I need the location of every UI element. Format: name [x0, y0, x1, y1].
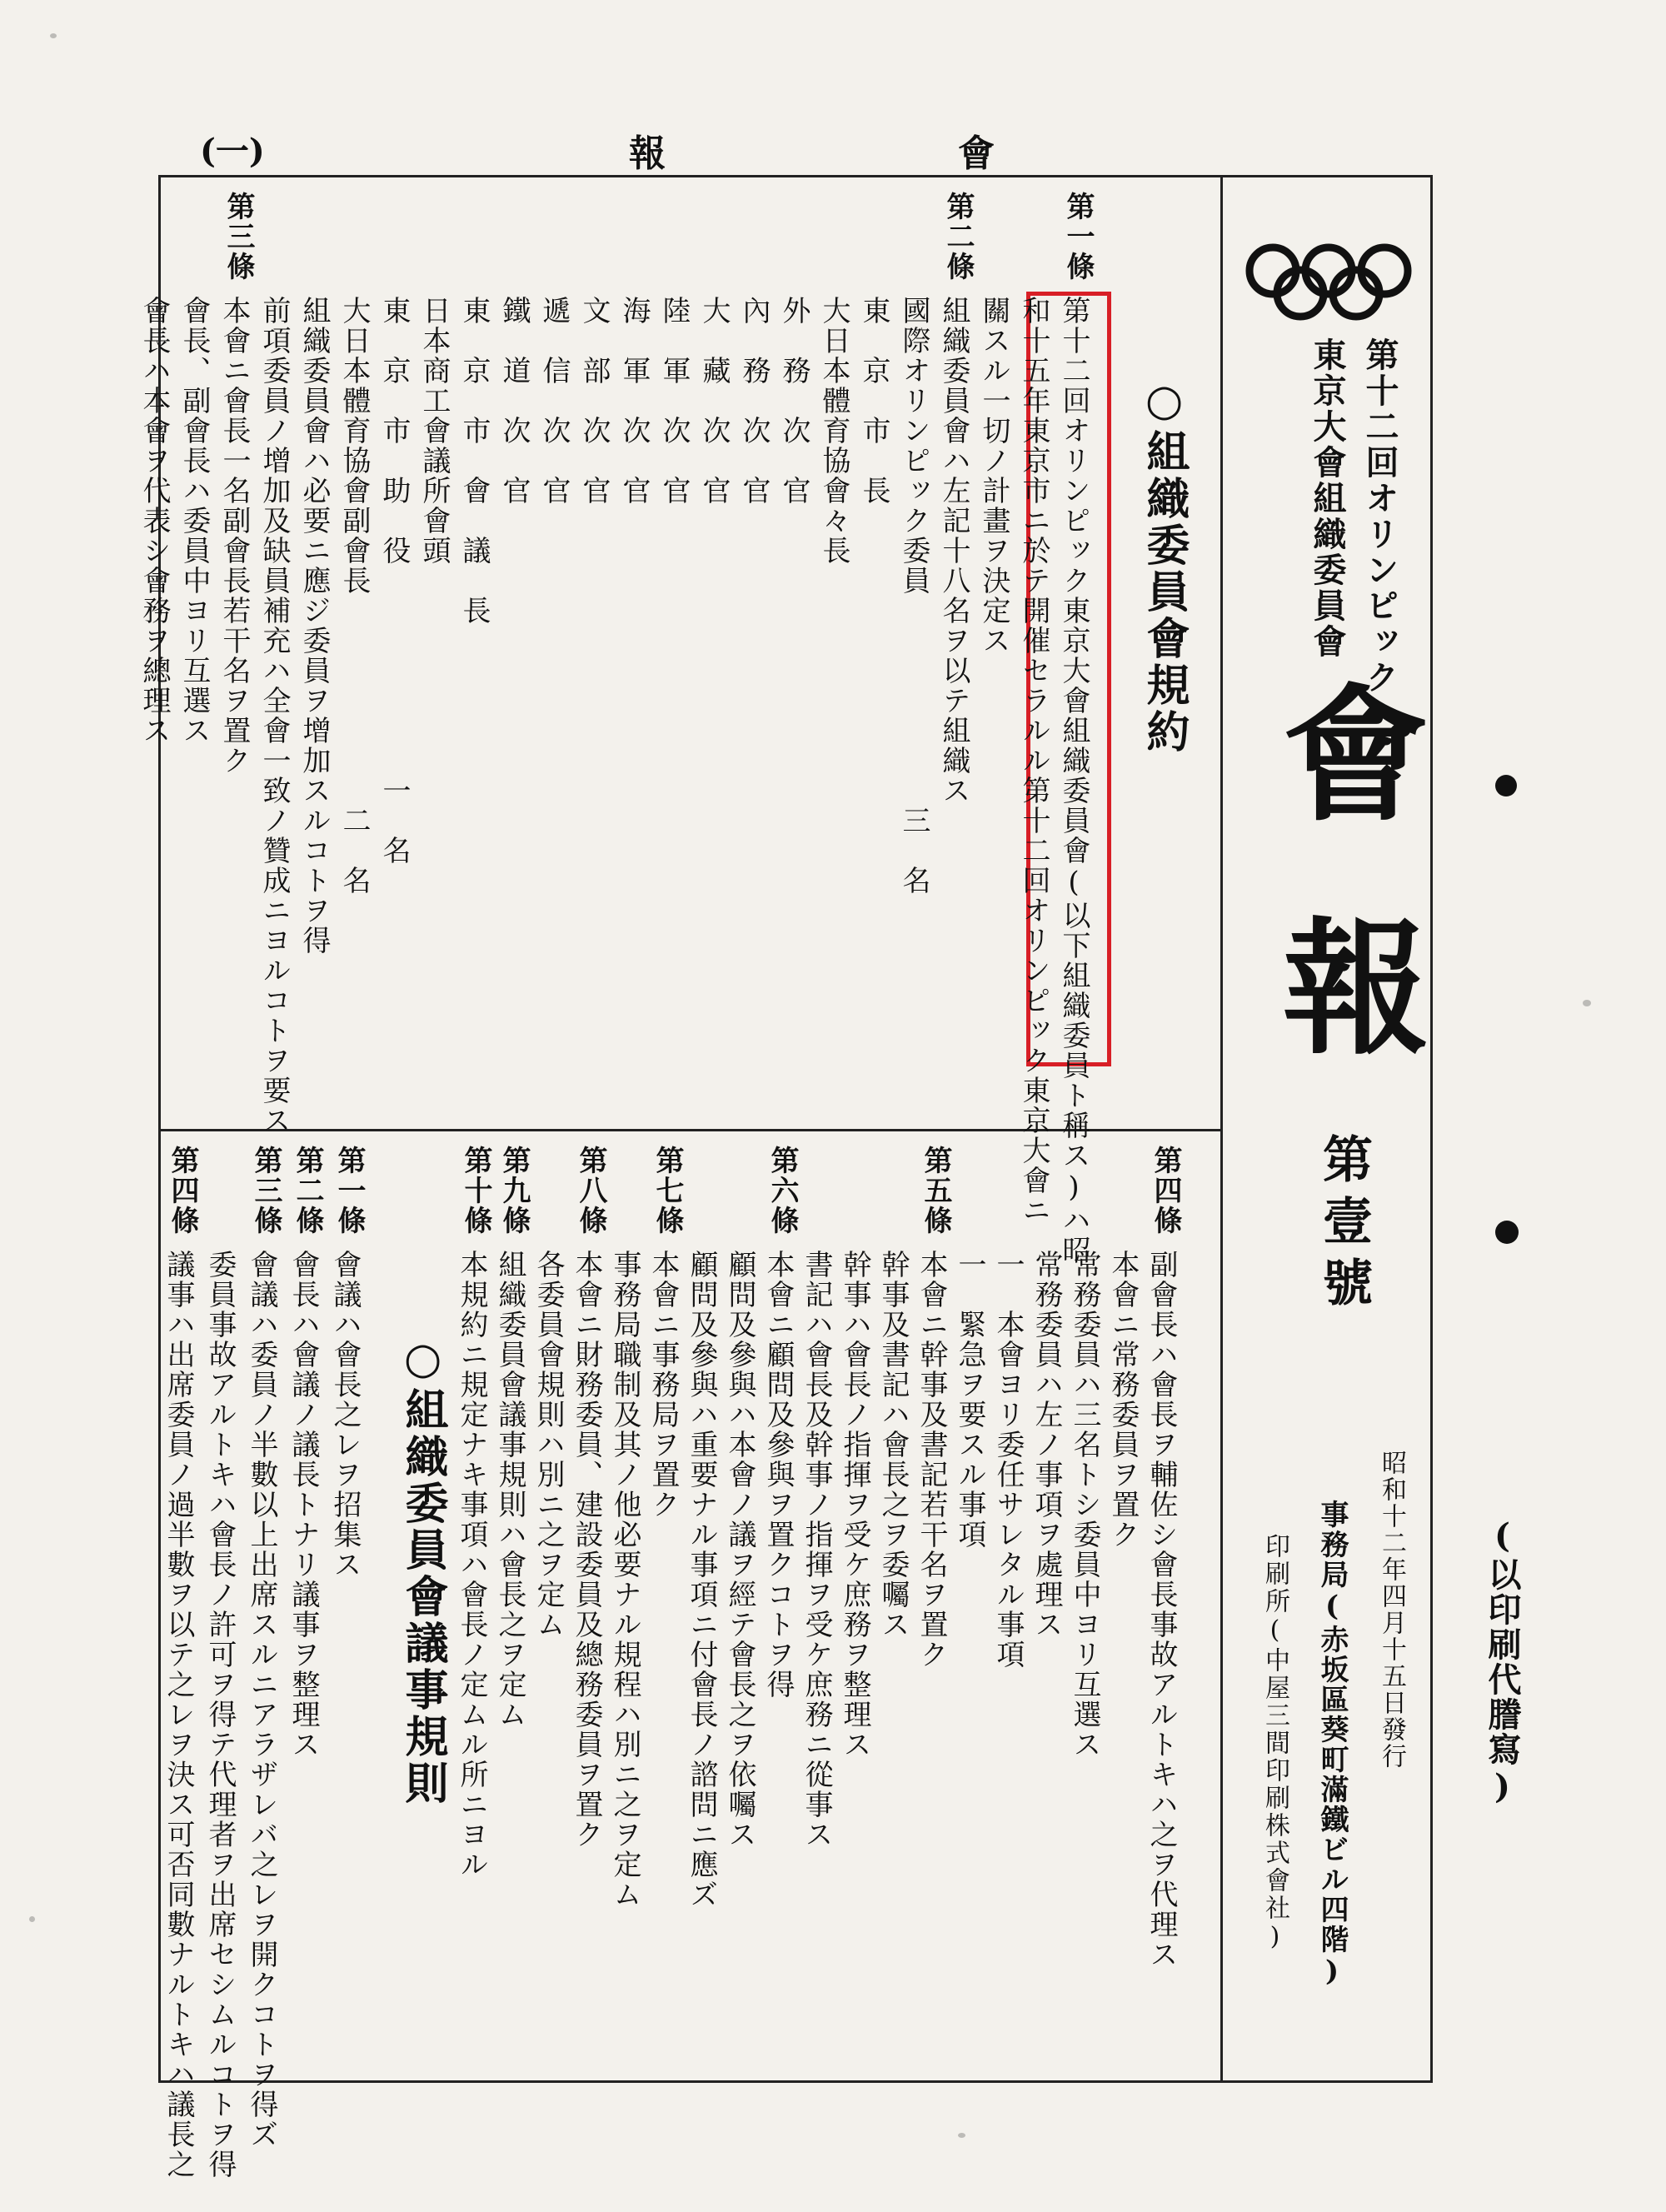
- article-label: 第三條: [222, 192, 255, 282]
- article-text: 大日本體育協會々長: [817, 296, 850, 566]
- article-text: 本會ニ幹事及書記若干名ヲ置ク: [915, 1250, 948, 1670]
- article-text: 顧問及參與ハ重要ナル事項ニ付會長ノ諮問ニ應ズ: [685, 1250, 718, 1910]
- text-column: [761, 1146, 803, 1700]
- article-text: 東 京 市 長: [857, 296, 890, 506]
- text-column: [937, 192, 979, 806]
- article-label: 第二條: [941, 192, 975, 282]
- article-text: 組織委員會ハ左記十八名ヲ以テ組織ス: [937, 296, 970, 806]
- office-address: 事務局(赤坂區葵町滿鐵ビル四階): [1315, 1500, 1349, 1990]
- article-text: 事務局職制及其ノ他必要ナル規程ハ別ニ之ヲ定ム: [608, 1250, 641, 1910]
- article-text: 國際オリンピック委員 三 名: [897, 296, 930, 896]
- article-text: 本會ニ會長一名副會長若干名ヲ置ク: [217, 296, 251, 776]
- article-text: 會議ハ委員ノ半數以上出席スルニアラザレバ之レヲ開クコトヲ得ズ: [245, 1250, 278, 2150]
- margin-dot: [1495, 775, 1517, 796]
- text-column: [915, 1146, 956, 1670]
- running-head-char: 會: [958, 132, 995, 175]
- article-label: 第二條: [291, 1146, 324, 1236]
- article-text: 副會長ハ會長ヲ輔佐シ會長事故アルトキハ之ヲ代理ス: [1145, 1250, 1178, 1970]
- article-text: 遞 信 次 官: [537, 296, 571, 506]
- text-column: [287, 1146, 328, 1760]
- article-label: 第八條: [574, 1146, 607, 1236]
- scan-speck: [50, 33, 57, 38]
- article-text: 東 京 市 助 役 一 名: [377, 296, 411, 866]
- article-text: 會長ハ會議ノ議長トナリ議事ヲ整理ス: [287, 1250, 320, 1760]
- article-text: 外 務 次 官: [777, 296, 811, 506]
- scan-speck: [29, 1916, 35, 1922]
- org-line-2: 東京大會組織委員會: [1308, 337, 1347, 660]
- margin-dot: [1495, 1221, 1519, 1244]
- article-label: 第四條: [1149, 1146, 1182, 1236]
- statute-title: ○組織委員會規約: [1139, 375, 1190, 756]
- article-text: 大日本體育協會副會長 二 名: [337, 296, 371, 896]
- article-text: 本會ニ財務委員、建設委員及總務委員ヲ置ク: [570, 1250, 603, 1850]
- article-text: 會長、副會長ハ委員中ヨリ互選ス: [177, 296, 211, 746]
- article-text: 會議ハ會長之レヲ招集ス: [328, 1250, 362, 1580]
- article-text: 日本商工會議所會頭: [417, 296, 451, 566]
- text-column: [1145, 1146, 1186, 1970]
- article-text: 和十五年東京市ニ於テ開催セラルル第十二回オリンピック東京大會ニ: [1017, 296, 1050, 1226]
- printer: 印刷所(中屋三間印刷株式會社): [1260, 1533, 1289, 1954]
- article-text: 組織委員會議事規則ハ會長之ヲ定ム: [493, 1250, 526, 1730]
- article-label: 第七條: [651, 1146, 684, 1236]
- page-number: (一): [200, 132, 265, 171]
- scan-speck: [1583, 1000, 1591, 1006]
- article-text: 常務委員ハ三名トシ委員中ヨリ互選ス: [1068, 1250, 1101, 1760]
- article-text: 第十二回オリンピック東京大會組織委員會(以下組織委員ト稱ス)ハ昭: [1057, 296, 1090, 1266]
- masthead-title-char-2: 報: [1283, 904, 1429, 1075]
- article-text: 陸 軍 次 官: [657, 296, 691, 506]
- article-text: 一 緊急ヲ要スル事項: [953, 1250, 986, 1550]
- article-label: 第一條: [1061, 192, 1095, 282]
- article-text: 大 藏 次 官: [697, 296, 731, 506]
- article-text: 本會ニ顧問及參與ヲ置クコトヲ得: [761, 1250, 795, 1700]
- text-column: [570, 1146, 611, 1850]
- scan-speck: [958, 2133, 965, 2138]
- article-text: 常務委員ハ左ノ事項ヲ處理ス: [1030, 1250, 1063, 1640]
- text-column: [455, 1146, 496, 1880]
- article-text: 東 京 市 會 議 長: [457, 296, 491, 626]
- text-column: [1057, 192, 1099, 1266]
- running-head-char: 報: [629, 132, 666, 175]
- article-label: 第三條: [249, 1146, 282, 1236]
- article-text: 本規約ニ規定ナキ事項ハ會長ノ定ムル所ニヨル: [455, 1250, 488, 1880]
- article-text: 一 本會ヨリ委任サレタル事項: [991, 1250, 1025, 1670]
- article-label: 第六條: [766, 1146, 799, 1236]
- text-column: [328, 1146, 370, 1580]
- article-text: 關スル一切ノ計畫ヲ決定ス: [977, 296, 1010, 656]
- article-label: 第五條: [919, 1146, 952, 1236]
- article-text: 組織委員會ハ必要ニ應ジ委員ヲ增加スルコトヲ得: [297, 296, 331, 956]
- rules-title: ○組織委員會議事規則: [397, 1333, 448, 1807]
- article-text: 鐵 道 次 官: [497, 296, 531, 506]
- article-text: 海 軍 次 官: [617, 296, 651, 506]
- article-text: 前項委員ノ增加及缺員補充ハ全會一致ノ贊成ニヨルコトヲ要ス: [257, 296, 291, 1136]
- text-column: [245, 1146, 287, 2150]
- printing-note: (以印刷代謄寫): [1483, 1516, 1522, 1808]
- article-text: 委員事故アルトキハ會長ノ許可ヲ得テ代理者ヲ出席セシムルコトヲ得: [203, 1250, 237, 2180]
- article-text: 本會ニ事務局ヲ置ク: [646, 1250, 680, 1520]
- article-text: 幹事ハ會長ノ指揮ヲ受ケ庶務ヲ整理ス: [838, 1250, 871, 1760]
- article-text: 各委員會規則ハ別ニ之ヲ定ム: [531, 1250, 565, 1640]
- article-text: 文 部 次 官: [577, 296, 611, 506]
- text-column: [162, 1146, 203, 2180]
- article-label: 第四條: [166, 1146, 199, 1236]
- article-label: 第一條: [332, 1146, 366, 1236]
- article-text: 內 務 次 官: [737, 296, 771, 506]
- issue-number: 第壹號: [1314, 1133, 1373, 1318]
- text-column: [493, 1146, 535, 1730]
- text-column: [217, 192, 259, 776]
- article-text: 會長ハ本會ヲ代表シ會務ヲ總理ス: [137, 296, 171, 746]
- article-text: 書記ハ會長及幹事ノ指揮ヲ受ケ庶務ニ從事ス: [800, 1250, 833, 1850]
- masthead-divider: [1220, 175, 1223, 2083]
- org-line-1: 第十二回オリンピック: [1360, 337, 1399, 696]
- text-column: [646, 1146, 688, 1520]
- article-text: 本會ニ常務委員ヲ置ク: [1106, 1250, 1140, 1550]
- article-label: 第九條: [497, 1146, 531, 1236]
- masthead-title-char-1: 會: [1283, 671, 1429, 841]
- article-label: 第十條: [459, 1146, 492, 1236]
- article-text: 議事ハ出席委員ノ過半數ヲ以テ之レヲ決ス可否同數ナルトキハ議長之: [162, 1250, 195, 2180]
- article-text: 顧問及參與ハ本會ノ議ヲ經テ會長之ヲ依囑ス: [723, 1250, 756, 1850]
- olympic-rings-icon: [1241, 242, 1416, 321]
- article-text: 幹事及書記ハ會長之ヲ委囑ス: [876, 1250, 910, 1640]
- publish-date: 昭和十二年四月十五日發行: [1377, 1450, 1406, 1770]
